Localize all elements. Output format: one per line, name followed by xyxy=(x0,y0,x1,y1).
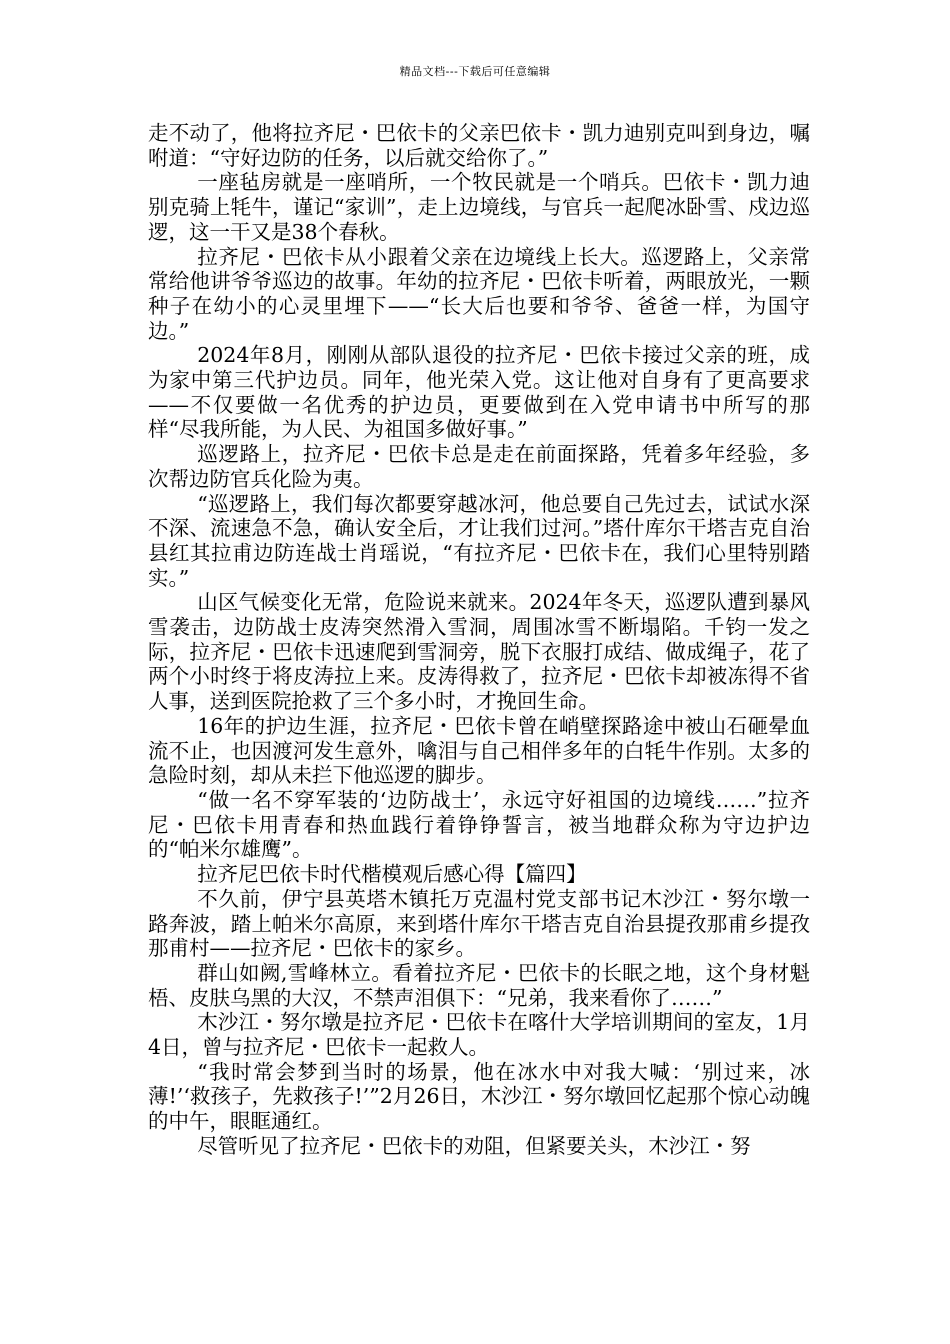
paragraph: 不久前，伊宁县英塔木镇托万克温村党支部书记木沙江・努尔墩一路奔波，踏上帕米尔高原，来到塔什库尔干塔吉克自治县提孜那甫乡提孜那甫村——拉齐尼・巴依卡的家乡。 xyxy=(148,886,810,961)
paragraph: 16年的护边生涯，拉齐尼・巴依卡曾在峭壁探路途中被山石砸晕血流不止，也因渡河发生意外，噙泪与自己相伴多年的白牦牛作别。太多的急险时刻，却从未拦下他巡逻的脚步。 xyxy=(148,713,810,788)
paragraph: 拉齐尼・巴依卡从小跟着父亲在边境线上长大。巡逻路上，父亲常常给他讲爷爷巡边的故事。年幼的拉齐尼・巴依卡听着，两眼放光，一颗种子在幼小的心灵里埋下——“长大后也要和爷爷、爸爸一样，为国守边。” xyxy=(148,244,810,343)
paragraph: 2024年8月，刚刚从部队退役的拉齐尼・巴依卡接过父亲的班，成为家中第三代护边员。同年，他光荣入党。这让他对自身有了更高要求——不仅要做一名优秀的护边员，更要做到在入党申请书中所写的那样“尽我所能，为人民、为祖国多做好事。” xyxy=(148,343,810,442)
paragraph: 群山如阙,雪峰林立。看着拉齐尼・巴依卡的长眠之地，这个身材魁梧、皮肤乌黑的大汉，不禁声泪俱下：“兄弟，我来看你了……” xyxy=(148,960,810,1010)
paragraph: 尽管听见了拉齐尼・巴依卡的劝阻，但紧要关头，木沙江・努 xyxy=(197,1133,751,1158)
paragraph: “做一名不穿军装的‘边防战士’，永远守好祖国的边境线……”拉齐尼・巴依卡用青春和热血践行着铮铮誓言，被当地群众称为守边护边的“帕米尔雄鹰”。 xyxy=(148,787,810,862)
paragraph: 山区气候变化无常，危险说来就来。2024年冬天，巡逻队遭到暴风雪袭击，边防战士皮涛突然滑入雪洞，周围冰雪不断塌陷。千钧一发之际，拉齐尼・巴依卡迅速爬到雪洞旁，脱下衣服打成结、做成绳子，花了两个小时终于将皮涛拉上来。皮涛得救了，拉齐尼・巴依卡却被冻得不省人事，送到医院抢救了三个多小时，才挽回生命。 xyxy=(148,590,810,714)
paragraph: 巡逻路上，拉齐尼・巴依卡总是走在前面探路，凭着多年经验，多次帮边防官兵化险为夷。 xyxy=(148,442,810,491)
page-header: 精品文档---下载后可任意编辑 xyxy=(399,65,551,78)
paragraph: 走不动了，他将拉齐尼・巴依卡的父亲巴依卡・凯力迪别克叫到身边，嘱咐道：“守好边防的任务，以后就交给你了。” xyxy=(148,121,810,170)
paragraph: 一座毡房就是一座哨所，一个牧民就是一个哨兵。巴依卡・凯力迪别克骑上牦牛，谨记“家训”，走上边境线，与官兵一起爬冰卧雪、戍边巡逻，这一干又是38个春秋。 xyxy=(148,170,810,244)
paragraph: “巡逻路上，我们每次都要穿越冰河，他总要自己先过去，试试水深不深、流速急不急，确认安全后，才让我们过河。”塔什库尔干塔吉克自治县红其拉甫边防连战士肖瑶说，“有拉齐尼・巴依卡在，我们心里特别踏实。” xyxy=(148,491,810,590)
paragraph: 木沙江・努尔墩是拉齐尼・巴依卡在喀什大学培训期间的室友，1月4日，曾与拉齐尼・巴依卡一起救人。 xyxy=(148,1010,810,1060)
section-heading: 拉齐尼巴依卡时代楷模观后感心得【篇四】 xyxy=(197,862,587,887)
document-body xyxy=(148,121,810,1159)
paragraph: “我时常会梦到当时的场景，他在冰水中对我大喊：‘别过来，冰薄!’‘救孩子，先救孩子!’”2月26日，木沙江・努尔墩回忆起那个惊心动魄的中午，眼眶通红。 xyxy=(148,1059,810,1134)
